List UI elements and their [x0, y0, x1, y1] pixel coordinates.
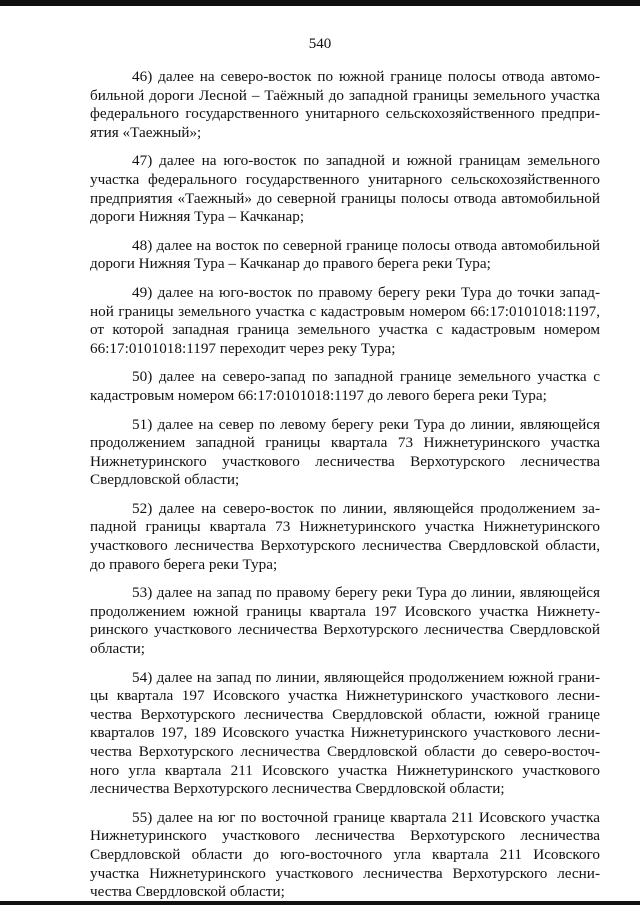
scan-border-top: [0, 0, 640, 6]
paragraph-48: 48) далее на восток по северной границе полосы отвода автомобильной дороги Нижняя Тура – Качканар до правого берега реки Тура;: [90, 236, 600, 273]
paragraph-47: 47) далее на юго-восток по западной и южной границам земельного участка федерального государственного унитарного сельскохозяйственного предприятия «Таежный» до северной границы полосы отвода автомобильной дороги Нижняя Тура – Качканар;: [90, 152, 600, 226]
paragraph-55: 55) далее на юг по восточной границе квартала 211 Исовского участка Нижнетуринского участкового лесничества Верхотурского лесничества Свердловской области до юго-восточного угла квартала 211 Исовского участка Нижнетуринского участкового лесничества Верхотурского лесничества Свердловской области;: [90, 808, 600, 901]
document-body: [90, 68, 600, 912]
page-number: 540: [308, 36, 332, 52]
paragraph-50: 50) далее на северо-запад по западной границе земельного участка с кадастровым номером 66:17:0101018:1197 до левого берега реки Тура;: [90, 368, 600, 404]
paragraph-52: 52) далее на северо-восток по линии, являющейся продолжением западной границы квартала 73 Нижнетуринского участка Нижнетуринского участкового лесничества Верхотурского лесничества Свердловской области, до правого берега реки Тура;: [90, 499, 600, 573]
paragraph-53: 53) далее на запад по правому берегу реки Тура до линии, являющейся продолжением южной границы квартала 197 Исовского участка Нижнетуринского участкового лесничества Верхотурского лесничества Свердловской области;: [90, 584, 600, 658]
paragraph-49: 49) далее на юго-восток по правому берегу реки Тура до точки западной границы земельного участка с кадастровым номером 66:17:0101018:1197, от которой западная граница земельного участка с кадастровым номером 66:17:0101018:1197 переходит через реку Тура;: [90, 283, 600, 357]
paragraph-46: 46) далее на северо-восток по южной границе полосы отвода автомобильной дороги Лесной – Таёжный до западной границы земельного участка федерального государственного унитарного сельскохозяйственного предприятия «Таежный»;: [90, 68, 600, 141]
paragraph-51: 51) далее на север по левому берегу реки Тура до линии, являющейся продолжением западной границы квартала 73 Нижнетуринского участка Нижнетуринского участкового лесничества Верхотурского лесничества Свердловской области;: [90, 415, 600, 489]
scan-border-bottom: [0, 901, 640, 905]
paragraph-54: 54) далее на запад по линии, являющейся продолжением южной границы квартала 197 Исовского участка Нижнетуринского участкового лесничества Верхотурского лесничества Свердловской области, южной границе кварталов 197, 189 Исовского участка Нижнетуринского участкового лесничества Верхотурского лесничества Свердловской области до северо-восточного угла квартала 211 Исовского участка Нижнетуринского участкового лесничества Верхотурского лесничества Свердловской области;: [90, 668, 600, 798]
